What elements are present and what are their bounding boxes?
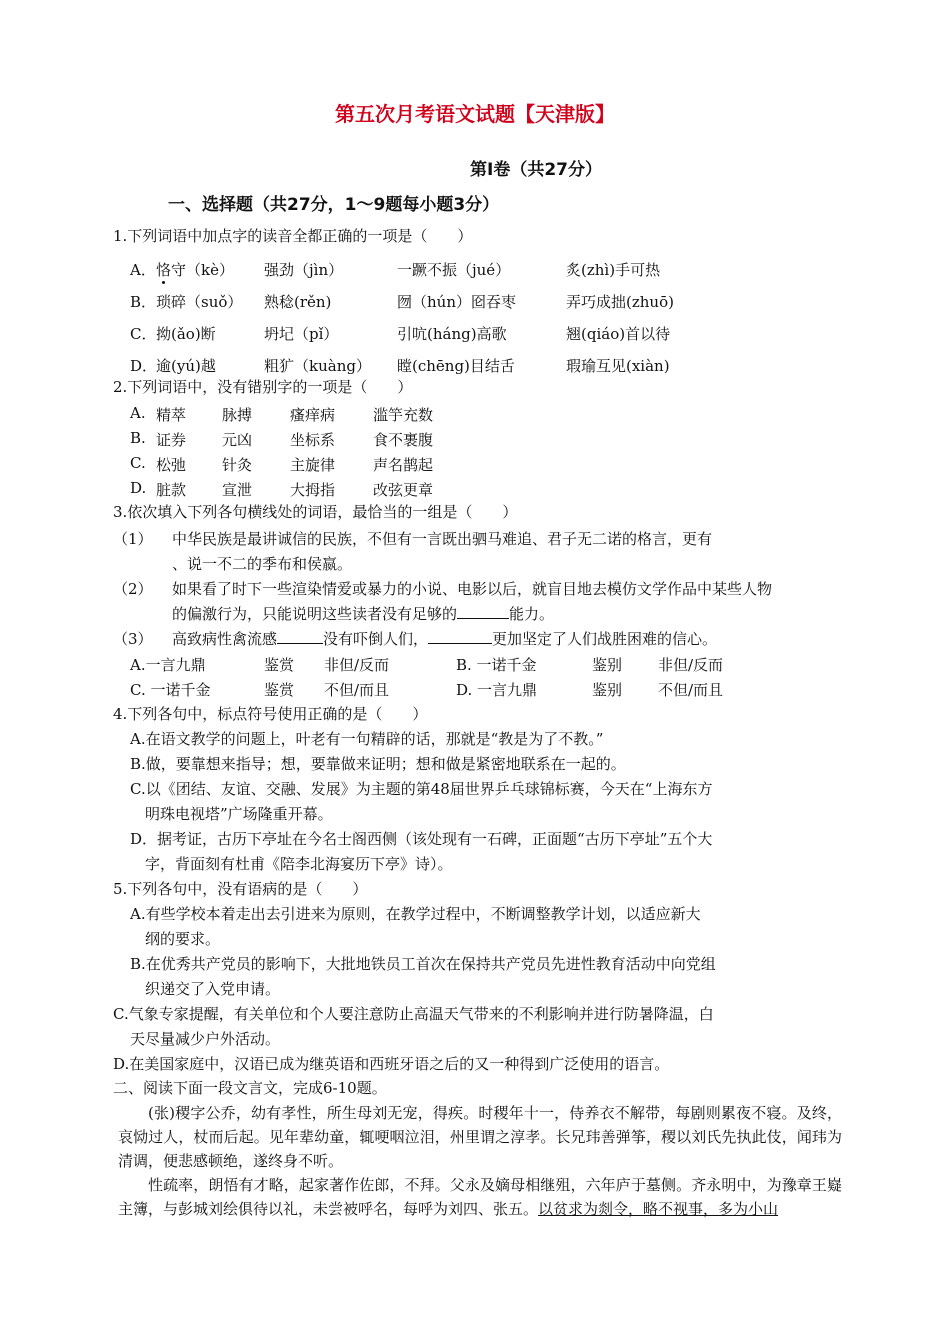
q3-option-item: A.一言九鼎 (130, 656, 206, 674)
q5-stem: 5.下列各句中，没有语病的是（ ） (113, 880, 368, 898)
q2-option-item: 坐标系 (290, 431, 336, 449)
q1-option-item: 瞠(chēng)目结舌 (397, 357, 515, 375)
q3-sentence3-tail: 更加坚定了人们战胜困难的信心。 (492, 630, 718, 648)
q3-sentence2-number: （2） (113, 580, 153, 598)
volume-title: 第Ⅰ卷（共27分） (470, 160, 602, 180)
q5-option-c-cont: 天尽量减少户外活动。 (130, 1030, 281, 1048)
q4-option-d: D．据考证，古历下亭址在今名士阁西侧（该处现有一石碑，正面题“古历下亭址”五个大 (130, 830, 713, 848)
q2-option-item: 改弦更章 (373, 481, 434, 499)
q1-option-item: 粗犷（kuàng） (264, 357, 371, 375)
q5-option-c: C.气象专家提醒，有关单位和个人要注意防止高温天气带来的不利影响并进行防暑降温，白 (113, 1005, 714, 1023)
q3-option-item: C. 一诺千金 (130, 681, 211, 699)
classical-passage (118, 1101, 842, 1221)
q5-option-d: D.在美国家庭中，汉语已成为继英语和西班牙语之后的又一种得到广泛使用的语言。 (113, 1055, 670, 1073)
q2-option-item: 松弛 (156, 456, 187, 474)
q2-option-item: 脏款 (156, 481, 187, 499)
q3-option-item: 鉴赏 (264, 681, 295, 699)
q1-option-letter: D． (130, 357, 158, 375)
section1-title: 一、选择题（共27分，1～9题每小题3分） (168, 195, 500, 215)
q4-option-c-cont: 明珠电视塔”广场隆重开幕。 (145, 805, 333, 823)
q2-option-item: 针灸 (222, 456, 253, 474)
q4-option-a: A.在语文教学的问题上，叶老有一句精辟的话，那就是“教是为了不教。” (130, 730, 604, 748)
q1-option-letter: B． (130, 293, 157, 311)
q2-option-item: 主旋律 (290, 456, 336, 474)
q2-option-item: 宣泄 (222, 481, 253, 499)
q1-option-item: 琐碎（suǒ） (156, 293, 243, 311)
q3-blank (428, 629, 492, 644)
document-title: 第五次月考语文试题【天津版】 (335, 102, 615, 126)
q4-stem: 4.下列各句中，标点符号使用正确的是（ ） (113, 705, 428, 723)
q1-option-item: 瑕瑜互见(xiàn) (566, 357, 670, 375)
q3-option-item: 鉴赏 (264, 656, 295, 674)
section2-title: 二、阅读下面一段文言文，完成6-10题。 (113, 1079, 387, 1097)
q2-option-item: 食不裹腹 (373, 431, 434, 449)
q1-option-item: 恪守（kè） (156, 261, 234, 279)
q3-stem: 3.依次填入下列各句横线处的词语，最恰当的一组是（ ） (113, 503, 518, 521)
q4-option-c: C.以《团结、友谊、交融、发展》为主题的第48届世界乒乓球锦标赛，今天在“上海东方 (130, 780, 713, 798)
q5-option-b: B.在优秀共产党员的影响下，大批地铁员工首次在保持共产党员先进性教育活动中向党组 (130, 955, 716, 973)
q2-option-letter: C. (130, 454, 146, 472)
q5-option-a: A.有些学校本着走出去引进来为原则，在教学过程中，不断调整教学计划，以适应新大 (130, 905, 701, 923)
q3-blank (277, 629, 323, 644)
q1-option-item: 囫（hún）囵吞枣 (397, 293, 516, 311)
q1-option-item: 强劲（jìn） (264, 261, 344, 279)
q1-option-item: 炙(zhì)手可热 (566, 261, 661, 279)
q3-sentence2: 如果看了时下一些渲染情爱或暴力的小说、电影以后，就盲目地去模仿文学作品中某些人物 (172, 580, 773, 598)
q3-sentence2-tail: 能力。 (509, 605, 555, 623)
q3-sentence1: 中华民族是最讲诚信的民族，不但有一言既出驷马难追、君子无二诺的格言，更有 (172, 530, 713, 548)
q3-sentence3-text: 高致病性禽流感 (172, 630, 278, 648)
q3-sentence3-number: （3） (113, 630, 153, 648)
q3-sentence2-cont (172, 604, 554, 624)
q3-sentence3 (172, 629, 717, 649)
q3-sentence1-cont: 、说一不二的季布和侯嬴。 (172, 555, 353, 573)
q1-option-item: 坍圮（pǐ） (264, 325, 339, 343)
q2-option-item: 元凶 (222, 431, 253, 449)
q3-option-item: 不但/而且 (324, 681, 390, 699)
q5-option-a-cont: 纲的要求。 (145, 930, 221, 948)
q3-option-item: 非但/反而 (658, 656, 724, 674)
passage-paragraph (118, 1173, 842, 1221)
q1-option-item: 拗(ǎo)断 (156, 325, 216, 343)
q1-option-item: 逾(yú)越 (156, 357, 216, 375)
underlined-sentence: 以贫求为剡令，略不视事，多为小山 (538, 1200, 779, 1218)
q2-option-item: 滥竽充数 (373, 406, 434, 424)
q2-option-letter: A. (130, 404, 146, 422)
q2-option-item: 声名鹊起 (373, 456, 434, 474)
q1-option-letter: C． (130, 325, 157, 343)
q2-stem: 2.下列词语中，没有错别字的一项是（ ） (113, 378, 413, 396)
passage-paragraph: (张)稷字公乔，幼有孝性，所生母刘无宠，得疾。时稷年十一，侍养衣不解带，每剧则累夜不寝。及终，哀恸过人，杖而后起。见年辈幼童，辄哽咽泣泪，州里谓之淳孝。长兄玮善弹筝，稷以刘氏先执此伎，闻玮为清调，便悲感顿绝，遂终身不听。 (118, 1104, 842, 1170)
q2-option-letter: D. (130, 479, 147, 497)
q1-option-item: 一蹶不振（jué） (397, 261, 511, 279)
q2-option-item: 证券 (156, 431, 187, 449)
q2-option-item: 精萃 (156, 406, 187, 424)
q3-option-item: 鉴别 (592, 656, 623, 674)
q1-option-item: 弄巧成拙(zhuō) (566, 293, 674, 311)
q3-sentence3-mid: 没有吓倒人们， (323, 630, 429, 648)
q4-option-b: B.做，要靠想来指导；想，要靠做来证明；想和做是紧密地联系在一起的。 (130, 755, 626, 773)
q2-option-item: 大拇指 (290, 481, 336, 499)
q3-sentence1-number: （1） (113, 530, 153, 548)
q3-sentence2-text: 的偏激行为，只能说明这些读者没有足够的 (172, 605, 458, 623)
q2-option-item: 瘙痒病 (290, 406, 336, 424)
q1-option-item: 熟稔(rěn) (264, 293, 332, 311)
q1-option-letter: A． (130, 261, 156, 279)
q3-option-item: 不但/而且 (658, 681, 724, 699)
q1-option-item: 翘(qiáo)首以待 (566, 325, 671, 343)
q4-option-d-cont: 字，背面刻有杜甫《陪李北海宴历下亭》诗）。 (145, 855, 453, 873)
q2-option-letter: B. (130, 429, 146, 447)
q3-option-item: 非但/反而 (324, 656, 390, 674)
q3-blank (457, 604, 509, 619)
q1-option-item: 引吭(háng)高歌 (397, 325, 507, 343)
q2-option-item: 脉搏 (222, 406, 253, 424)
q3-option-item: 鉴别 (592, 681, 623, 699)
q5-option-b-cont: 织递交了入党申请。 (145, 980, 281, 998)
q3-option-item: D. 一言九鼎 (456, 681, 538, 699)
q3-option-item: B. 一诺千金 (456, 656, 537, 674)
passage-text: 性疏率，朗悟有才略，起家著作佐郎，不拜。父永及嫡母相继殂，六年庐于墓侧。齐永明中，为豫章王嶷主簿，与彭城刘绘俱待以礼，未尝被呼名，每呼为刘四、张五。 (118, 1176, 842, 1218)
q1-stem: 1.下列词语中加点字的读音全都正确的一项是（ ） (113, 227, 473, 245)
